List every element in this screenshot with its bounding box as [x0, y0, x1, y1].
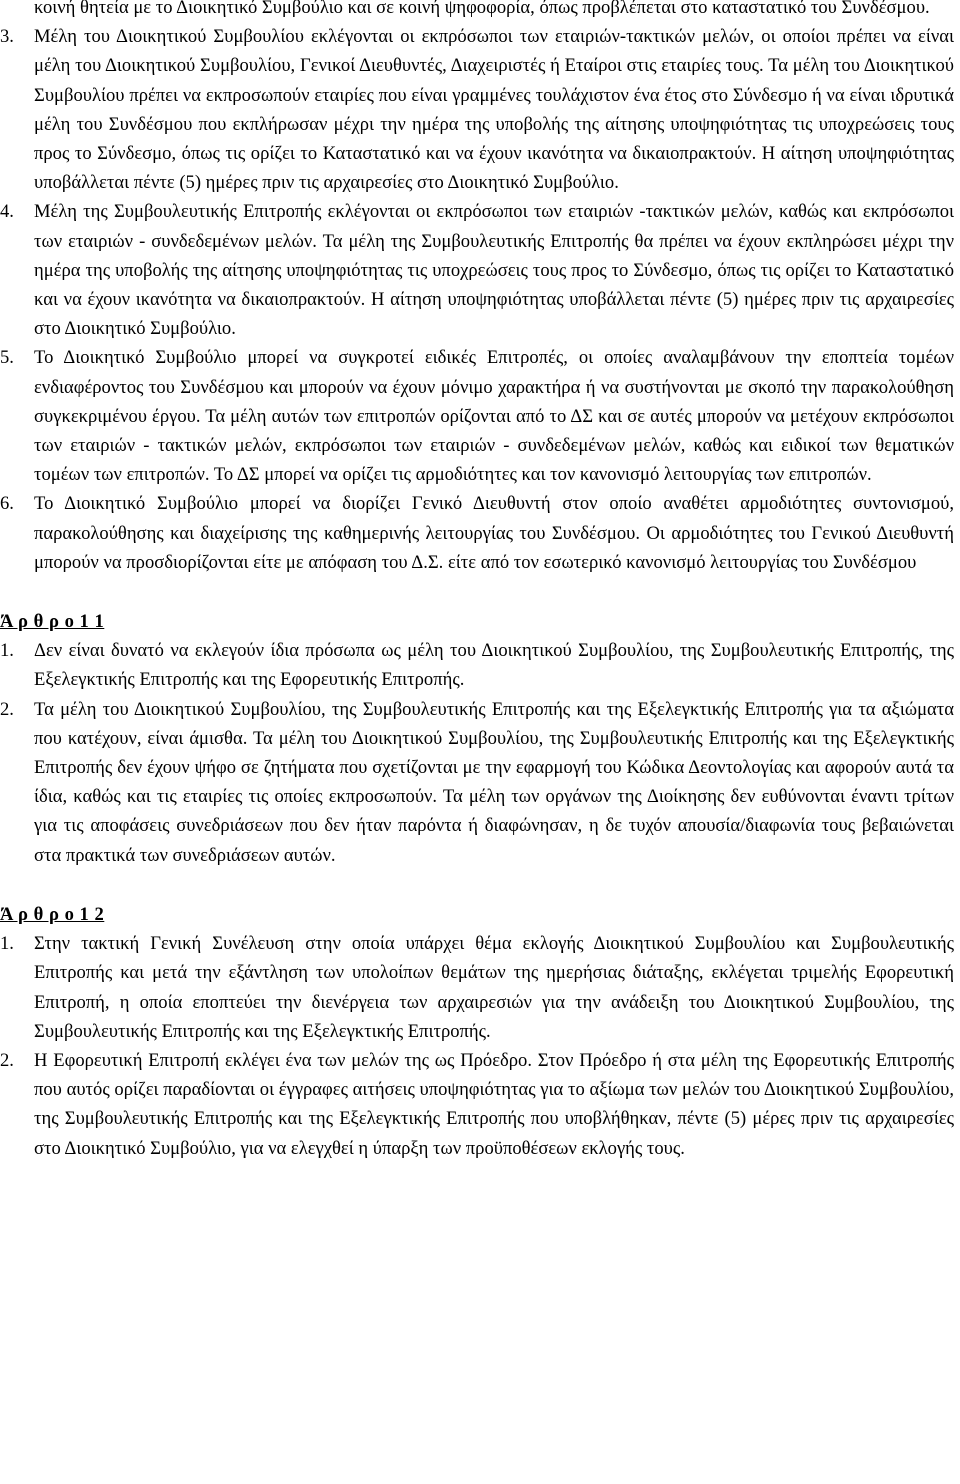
item-text: Μέλη της Συμβουλευτικής Επιτροπής εκλέγονται οι εκπρόσωποι των εταιριών -τακτικών μελών, καθώς και εκπρόσωποι των εταιριών - συνδεδεμένων μελών. Τα μέλη της Συμβουλευτικής Επιτροπής θα πρέπει να έχουν εκπληρώσει μέχρι την ημέρα της υποβολής της αίτησης υποψηφιότητας τις υποχρεώσεις τους προς το Σύνδεσμο, όπως τις ορίζει το Καταστατικό και να έχουν ικανότητα να δικαιοπρακτούν. Η αίτηση υποψηφιότητας υποβάλλεται πέντε (5) ημέρες πριν τις αρχαιρεσίες στο Διοικητικό Συμβούλιο.	[34, 201, 954, 340]
item-number: 2.	[0, 1049, 14, 1071]
article10-item-6	[0, 489, 954, 577]
article12-heading: Ά ρ θ ρ ο 1 2	[0, 903, 105, 925]
item-text: Μέλη του Διοικητικού Συμβουλίου εκλέγονται οι εκπρόσωποι των εταιριών-τακτικών μελών, οι οποίοι πρέπει να είναι μέλη του Διοικητικού Συμβουλίου, Γενικοί Διευθυντές, Διαχειριστές ή Εταίροι στις εταιρίες τους. Τα μέλη του Διοικητικού Συμβουλίου πρέπει να εκπροσωπούν εταιρίες που είναι γραμμένες τουλάχιστον ένα έτος στο Σύνδεσμο ή να είναι ιδρυτικά μέλη του Συνδέσμου που εκπλήρωσαν μέχρι την ημέρα της υποβολής της αίτησης υποψηφιότητας τις υποχρεώσεις τους προς το Σύνδεσμο, όπως τις ορίζει το Καταστατικό και να έχουν ικανότητα να δικαιοπρακτούν. Η αίτηση υποψηφιότητας υποβάλλεται πέντε (5) ημέρες πριν τις αρχαιρεσίες στο Διοικητικό Συμβούλιο.	[34, 26, 954, 194]
article10-item-5	[0, 343, 954, 489]
item-text: Η Εφορευτική Επιτροπή εκλέγει ένα των μελών της ως Πρόεδρο. Στον Πρόεδρο ή στα μέλη της Εφορευτικής Επιτροπής που αυτός ορίζει παραδίονται οι έγγραφες αιτήσεις υποψηφιότητας για το αξίωμα των μελών του Διοικητικού Συμβουλίου, της Συμβουλευτικής Επιτροπής και της Εξελεγκτικής Επιτροπής που υποβλήθηκαν, πέντε (5) μέρες πριν τις αρχαιρεσίες στο Διοικητικό Συμβούλιο, για να ελεγχθεί η ύπαρξη των προϋποθέσεων εκλογής τους.	[34, 1049, 954, 1159]
item-number: 2.	[0, 698, 14, 720]
intro-paragraph: κοινή θητεία με το Διοικητικό Συμβούλιο και σε κοινή ψηφοφορία, όπως προβλέπεται στο καταστατικό του Συνδέσμου.	[34, 0, 930, 18]
item-number: 1.	[0, 640, 14, 662]
item-number: 3.	[0, 26, 14, 48]
item-text: Τα μέλη του Διοικητικού Συμβουλίου, της Συμβουλευτικής Επιτροπής και της Εξελεγκτικής Επιτροπής για τα αξιώματα που κατέχουν, είναι άμισθα. Τα μέλη του Διοικητικού Συμβουλίου, της Συμβουλευτικής Επιτροπής και της Εξελεγκτικής Επιτροπής δεν έχουν ψήφο σε ζητήματα που σχετίζονται με την εφαρμογή του Κώδικα Δεοντολογίας και αφορούν αυτά τα ίδια, καθώς και τις εταιρίες τις οποίες εκπροσωπούν. Τα μέλη των οργάνων της Διοίκησης δεν ευθύνονται έναντι τρίτων για τις αποφάσεις συνεδριάσεων που δεν ήταν παρόντα ή διαφώνησαν, η δε τυχόν απουσία/διαφωνία τους βεβαιώνεται στα πρακτικά των συνεδριάσεων αυτών.	[34, 698, 954, 866]
item-text: Στην τακτική Γενική Συνέλευση στην οποία υπάρχει θέμα εκλογής Διοικητικού Συμβουλίου και Συμβουλευτικής Επιτροπής και μετά την εξάντληση των υπολοίπων θεμάτων της ημερήσιας διάταξης, εκλέγεται τριμελής Εφορευτική Επιτροπή, η οποία εποπτεύει την διενέργεια των αρχαιρεσιών για την ανάδειξη του Διοικητικού Συμβουλίου, της Συμβουλευτικής Επιτροπής και της Εξελεγκτικής Επιτροπής.	[34, 933, 954, 1042]
spacer	[34, 870, 954, 900]
article10-item-3	[0, 22, 954, 197]
item-text: Το Διοικητικό Συμβούλιο μπορεί να συγκροτεί ειδικές Επιτροπές, οι οποίες αναλαμβάνουν την εποπτεία τομέων ενδιαφέροντος του Συνδέσμου και μπορούν να έχουν μόνιμο χαρακτήρα ή να συστήνονται με σκοπό την παρακολούθηση συγκεκριμένου έργου. Τα μέλη αυτών των επιτροπών ορίζονται από το ΔΣ και σε αυτές μπορούν να μετέχουν εκπρόσωποι των εταιριών - τακτικών μελών, εκπρόσωποι των εταιριών - συνδεδεμένων μελών, καθώς και ειδικοί των θεματικών τομέων των επιτροπών. Το ΔΣ μπορεί να ορίζει τις αρμοδιότητες και τον κανονισμό λειτουργίας των επιτροπών.	[34, 347, 954, 486]
article11-item-1	[0, 636, 954, 694]
article11-item-2	[0, 695, 954, 870]
item-number: 6.	[0, 493, 14, 515]
article12-item-1	[0, 929, 954, 1046]
item-text: Το Διοικητικό Συμβούλιο μπορεί να διορίζει Γενικό Διευθυντή στον οποίο αναθέτει αρμοδιότητες συντονισμού, παρακολούθησης και διαχείρισης της καθημερινής λειτουργίας του Συνδέσμου. Οι αρμοδιότητες του Γενικού Διευθυντή μπορούν να προσδιορίζονται είτε με απόφαση του Δ.Σ. είτε από τον εσωτερικό κανονισμό λειτουργίας του Συνδέσμου	[34, 493, 954, 573]
article10-item-4	[0, 197, 954, 343]
article11-heading: Ά ρ θ ρ ο 1 1	[0, 611, 105, 633]
item-number: 4.	[0, 201, 14, 223]
item-number: 1.	[0, 933, 14, 955]
item-text: Δεν είναι δυνατό να εκλεγούν ίδια πρόσωπα ως μέλη του Διοικητικού Συμβουλίου, της Συμβουλευτικής Επιτροπής, της Εξελεγκτικής Επιτροπής και της Εφορευτικής Επιτροπής.	[34, 640, 954, 691]
item-number: 5.	[0, 347, 14, 369]
spacer	[34, 577, 954, 607]
article12-item-2	[0, 1046, 954, 1163]
